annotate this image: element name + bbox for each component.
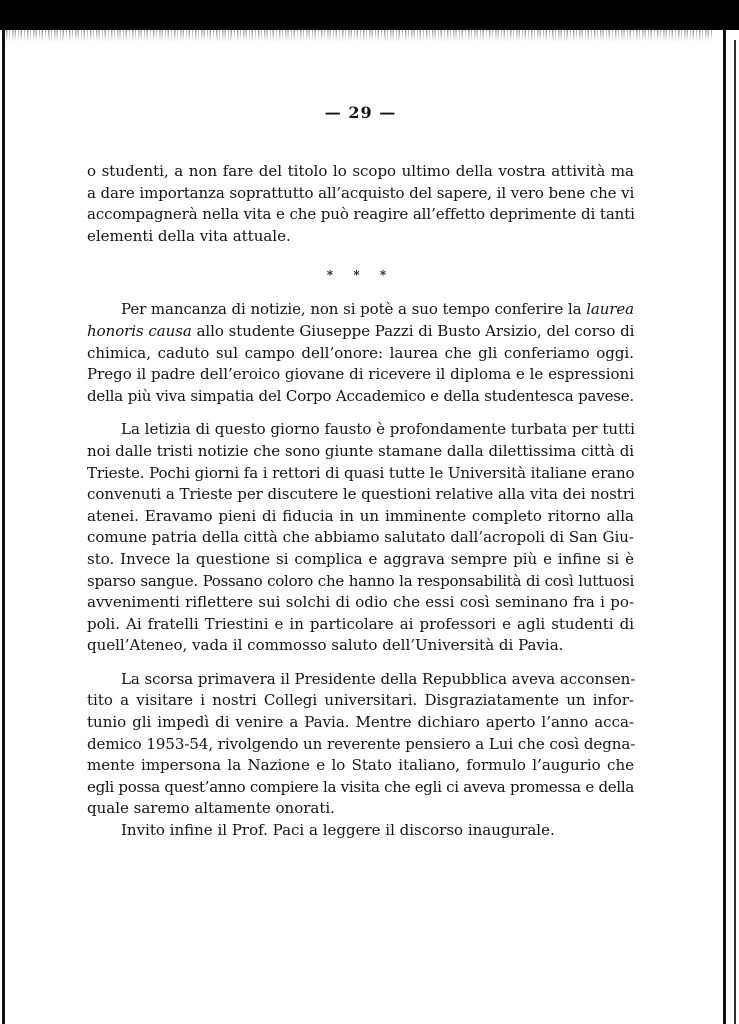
paragraph-2	[87, 299, 634, 407]
text-line: La letizia di questo giorno fausto è profondamente turbata per tutti	[121, 420, 635, 439]
text-line: o studenti, a non fare del titolo lo scopo ultimo della vostra attività ma	[87, 162, 634, 180]
text-line: a dare importanza soprattutto all’acquisto del sapere, il vero bene che vi	[87, 183, 635, 202]
text-line: elementi della vita attuale.	[87, 226, 291, 245]
text-run: allo studente Giuseppe Pazzi di Busto Arsizio, del corso di	[196, 321, 635, 340]
italic-term: honoris causa	[87, 321, 192, 340]
scan-right-edge	[723, 30, 726, 1024]
text-line: poli. Ai fratelli Triestini e in particolare ai professori e agli studenti di	[87, 614, 634, 633]
text-line	[87, 299, 634, 321]
text-line: demico 1953-54, rivolgendo un reverente pensiero a Lui che così degna-	[87, 734, 636, 753]
text-line: Invito infine il Prof. Paci a leggere il discorso inaugurale.	[121, 821, 555, 840]
text-line: avvenimenti riflettere sui solchi di odio che essi così seminano fra i po-	[87, 593, 634, 612]
text-line: tito a visitare i nostri Collegi universitari. Disgraziatamente un infor-	[87, 691, 634, 710]
text-line: chimica, caduto sul campo dell’onore: laurea che gli conferiamo oggi.	[87, 343, 634, 362]
text-line: della più viva simpatia del Corpo Accademico e della studentesca pavese.	[87, 386, 634, 405]
paragraph-4	[87, 669, 634, 820]
page-number: — 29 —	[324, 103, 397, 122]
text-line: Trieste. Pochi giorni fa i rettori di quasi tutte le Università italiane erano	[87, 463, 635, 482]
scan-left-edge	[2, 30, 5, 1024]
text-line: noi dalle tristi notizie che sono giunte stamane dalla dilettissima città di	[87, 441, 634, 460]
text-line: Prego il padre dell’eroico giovane di ricevere il diploma e le espressioni	[87, 365, 634, 384]
scan-noise	[6, 28, 712, 42]
text-line: accompagnerà nella vita e che può reagire all’effetto deprimente di tanti	[87, 205, 635, 224]
text-line: comune patria della città che abbiamo salutato dall’acropoli di San Giu-	[87, 528, 634, 547]
text-line: La scorsa primavera il Presidente della Repubblica aveva acconsen-	[121, 669, 636, 688]
italic-term: laurea	[586, 300, 635, 319]
text-run: Per mancanza di notizie, non si potè a suo tempo conferire la	[121, 300, 582, 319]
text-line: sto. Invece la questione si complica e aggrava sempre più e infine si è	[87, 549, 634, 568]
text-line: quale saremo altamente onorati.	[87, 799, 335, 818]
section-separator: * * *	[326, 268, 395, 283]
text-line: convenuti a Trieste per discutere le questioni relative alla vita dei nostri	[87, 485, 635, 504]
scan-right-edge-outer	[734, 40, 736, 1024]
text-line: quell’Ateneo, vada il commosso saluto dell’Università di Pavia.	[87, 636, 564, 655]
text-line	[87, 321, 634, 343]
scan-top-border	[0, 0, 739, 30]
paragraph-3	[87, 419, 634, 657]
paragraph-5	[87, 820, 634, 842]
text-line: sparso sangue. Possano coloro che hanno la responsabilità di così luttuosi	[87, 571, 634, 590]
text-line: atenei. Eravamo pieni di fiducia in un imminente completo ritorno alla	[87, 506, 634, 525]
text-line: egli possa quest’anno compiere la visita che egli ci aveva promessa e della	[87, 777, 634, 796]
text-line: tunio gli impedì di venire a Pavia. Mentre dichiaro aperto l’anno acca-	[87, 713, 634, 732]
text-line: mente impersona la Nazione e lo Stato italiano, formulo l’augurio che	[87, 756, 634, 775]
page-content	[87, 103, 634, 842]
paragraph-1	[87, 161, 634, 247]
